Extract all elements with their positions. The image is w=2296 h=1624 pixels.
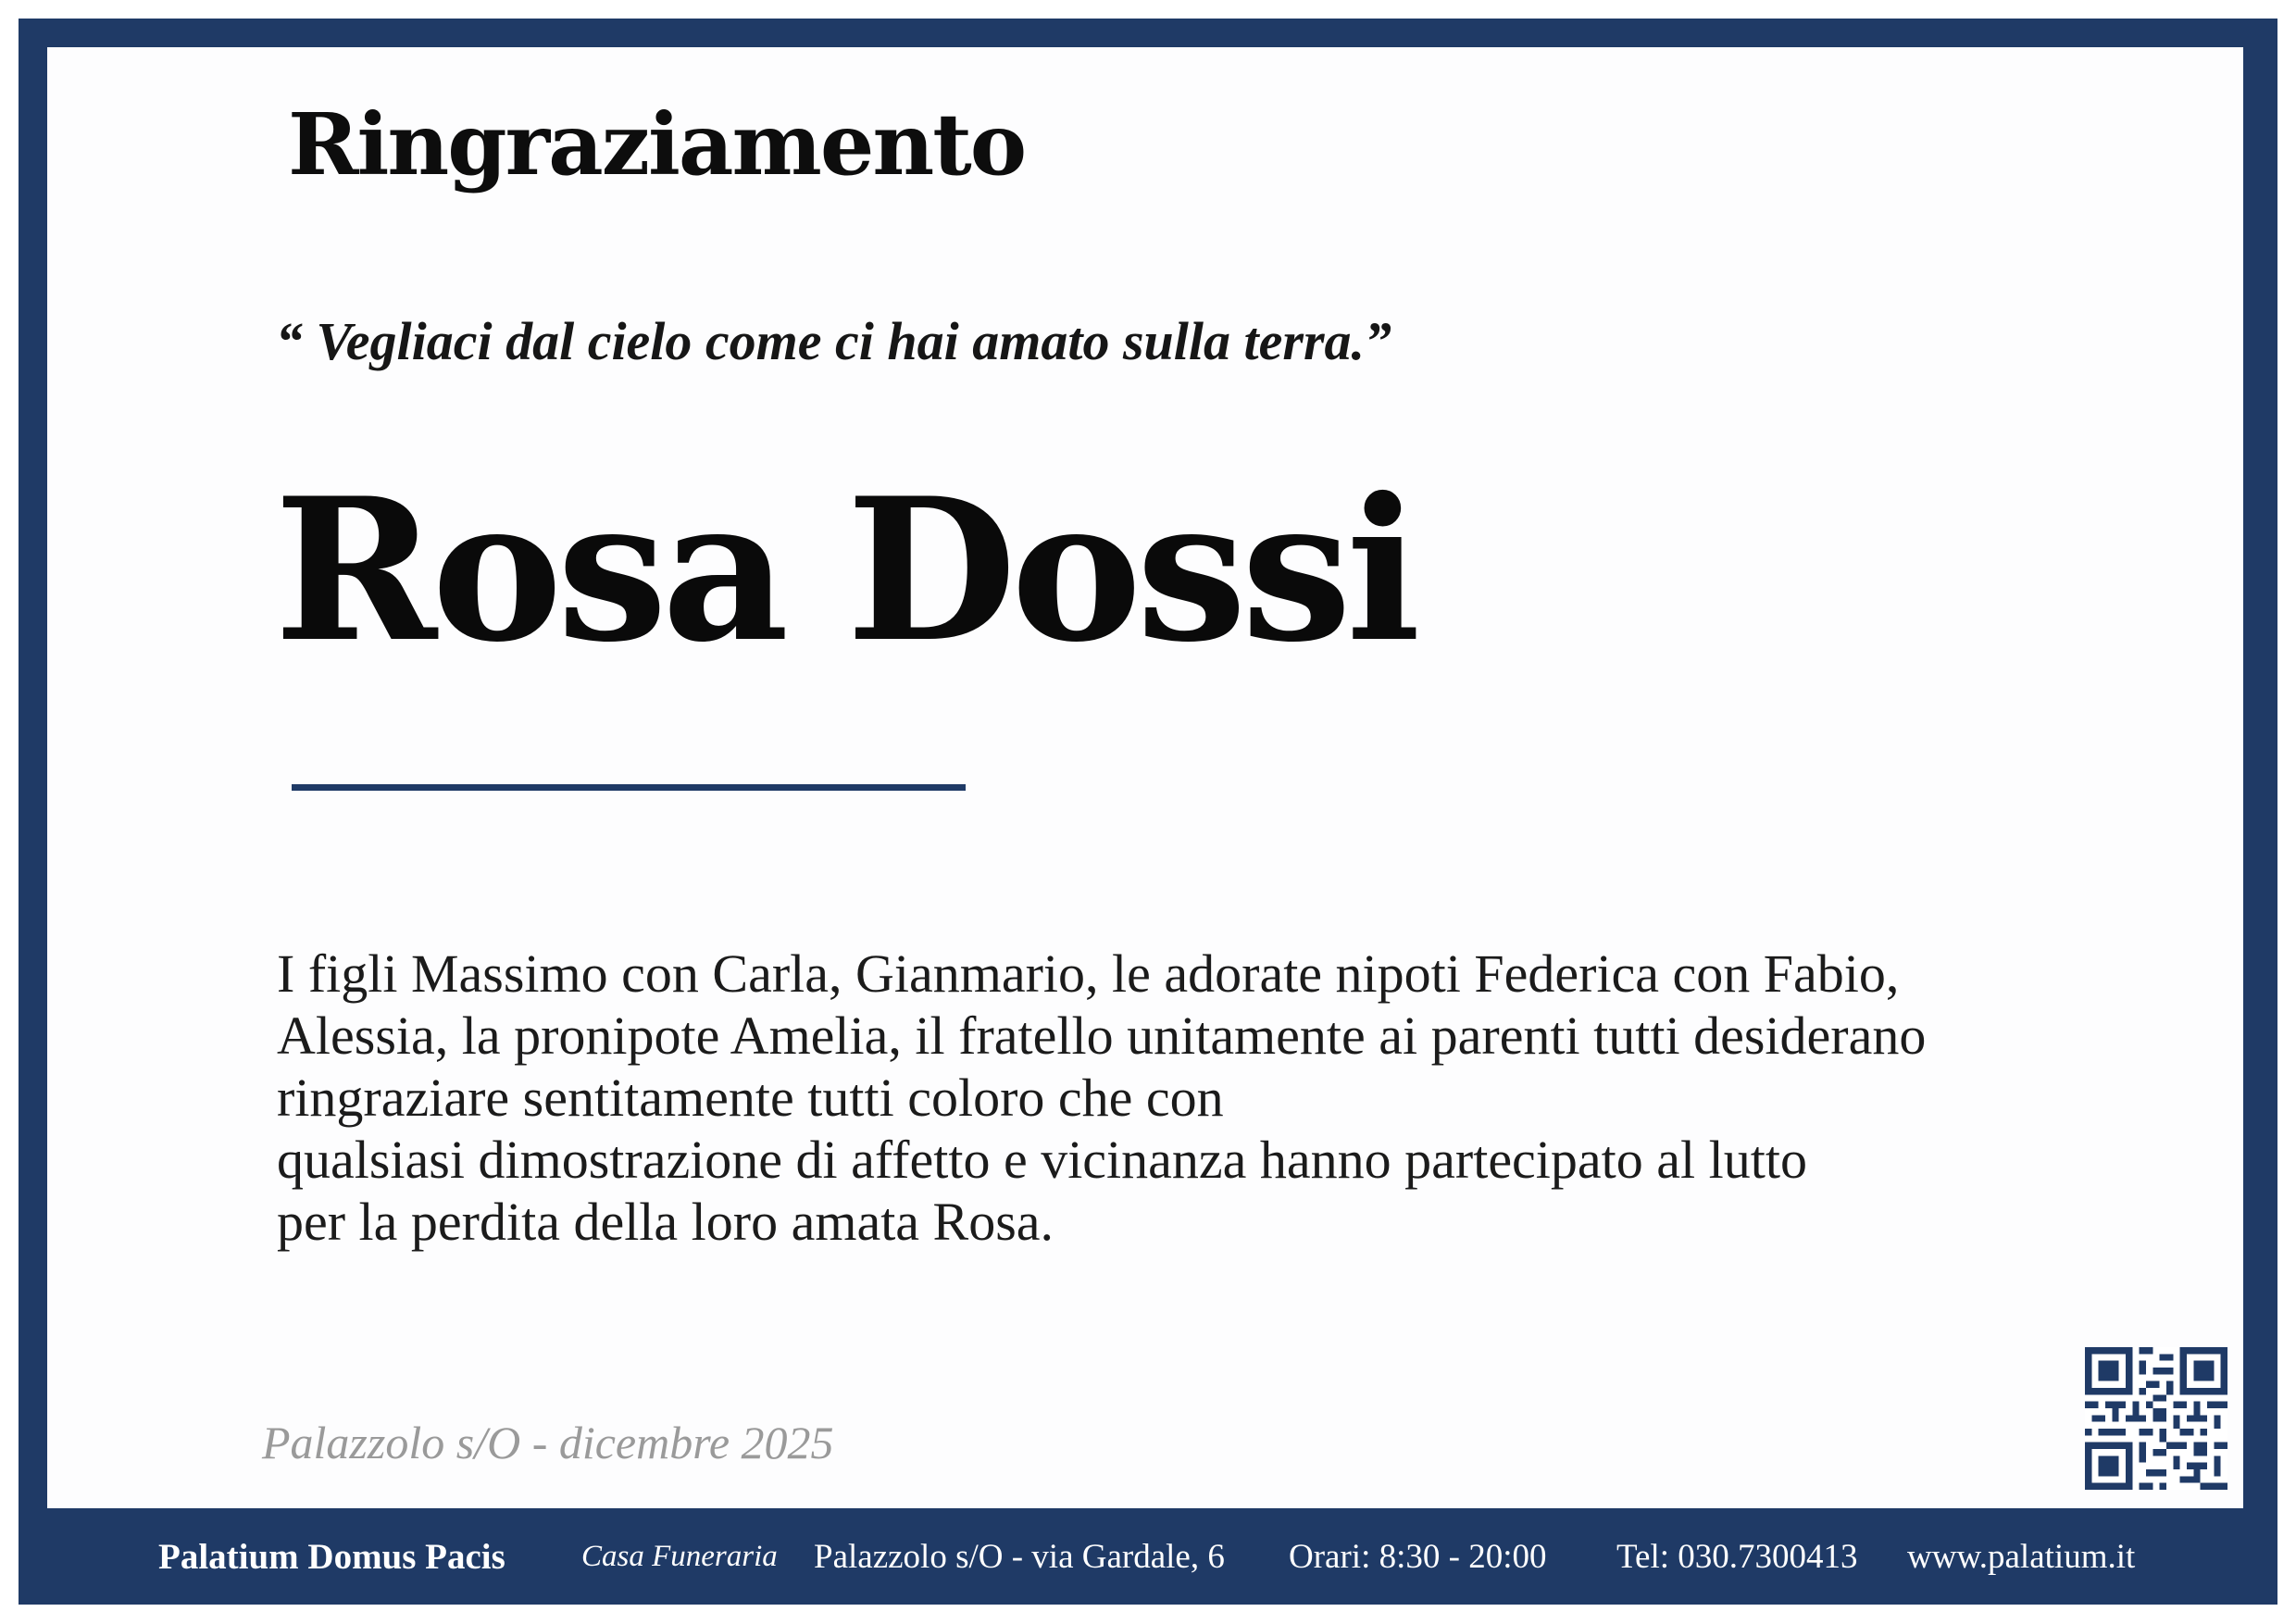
place-date: Palazzolo s/O - dicembre 2025 bbox=[262, 1417, 834, 1468]
footer-brand: Palatium Domus Pacis bbox=[158, 1536, 505, 1577]
footer-phone[interactable]: Tel: 030.7300413 bbox=[1616, 1537, 1858, 1576]
footer-hours: Orari: 8:30 - 20:00 bbox=[1289, 1537, 1547, 1576]
footer-business-type: Casa Funeraria bbox=[581, 1539, 778, 1573]
body-line: I figli Massimo con Carla, Gianmario, le adorate nipoti Federica con Fabio, bbox=[277, 943, 1900, 1004]
divider-rule bbox=[292, 784, 966, 791]
footer-website-link[interactable]: www.palatium.it bbox=[1907, 1537, 2136, 1576]
footer-address: Palazzolo s/O - via Gardale, 6 bbox=[814, 1537, 1225, 1576]
body-line: qualsiasi dimostrazione di affetto e vicinanza hanno partecipato al lutto bbox=[277, 1130, 1807, 1190]
footer-bar bbox=[19, 1508, 2277, 1605]
notice-quote: “ Vegliaci dal cielo come ci hai amato sulla terra.” bbox=[276, 311, 1392, 371]
body-line: Alessia, la pronipote Amelia, il fratello unitamente ai parenti tutti desiderano bbox=[277, 1006, 1927, 1066]
body-line: ringraziare sentitamente tutti coloro che con bbox=[277, 1068, 1224, 1128]
qr-code-icon[interactable] bbox=[2085, 1347, 2227, 1490]
notice-card bbox=[47, 47, 2243, 1508]
notice-heading: Ringraziamento bbox=[288, 94, 1026, 194]
notice-body bbox=[277, 943, 2202, 1253]
deceased-name: Rosa Dossi bbox=[274, 455, 1416, 685]
body-line: per la perdita della loro amata Rosa. bbox=[277, 1192, 1054, 1252]
